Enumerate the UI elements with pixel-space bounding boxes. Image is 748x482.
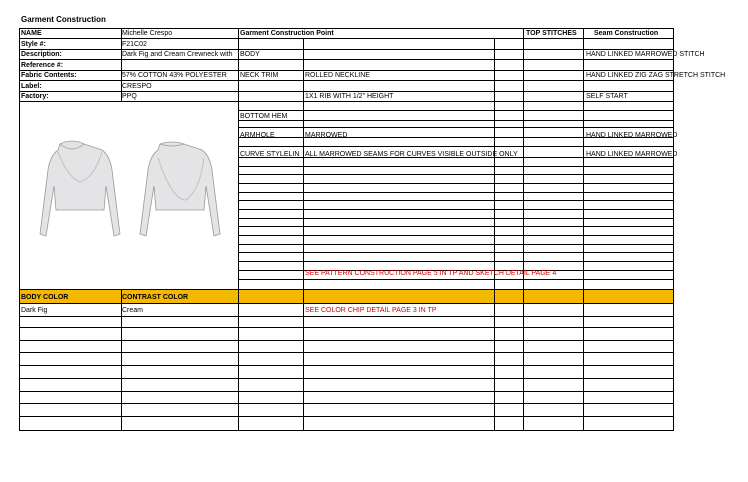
row-line [19,316,673,317]
body-color-label: BODY COLOR [21,294,69,301]
row-line [19,365,673,366]
style-label: Style #: [21,41,46,48]
factory-label: Factory: [21,93,49,100]
detail-curve-styleline: ALL MARROWED SEAMS FOR CURVES VISIBLE OUTSIDE ONLY [305,151,518,158]
description-label: Description: [21,51,62,58]
column-line [583,28,584,430]
contrast-color-label: CONTRAST COLOR [122,294,189,301]
style-value: F21C02 [122,41,147,48]
name-label: NAME [21,30,42,37]
detail-rib: 1X1 RIB WITH 1/2" HEIGHT [305,93,394,100]
row-line [19,289,673,290]
seam-neck-trim: HAND LINKED ZIG ZAG STRETCH STITCH [586,72,726,79]
label-value: CRESPO [122,83,152,90]
construction-point-header: Garment Construction Point [240,30,334,37]
page-title: Garment Construction [21,15,106,24]
point-body: BODY [240,51,260,58]
row-line [19,391,673,392]
row-line [19,38,673,39]
label-label: Label: [21,83,42,90]
row-line [19,403,673,404]
seam-construction-header: Seam Construction [594,30,659,37]
row-line [19,352,673,353]
color-chip-note: SEE COLOR CHIP DETAIL PAGE 3 IN TP [305,307,437,314]
column-line [238,28,239,430]
row-line [19,59,673,60]
seam-armhole: HAND LINKED MARROWED [586,132,678,139]
column-line [523,28,524,430]
row-line [19,49,673,50]
point-neck-trim: NECK TRIM [240,72,279,79]
seam-rib: SELF START [586,93,628,100]
row-line [19,378,673,379]
top-stitches-header: TOP STITCHES [526,30,577,37]
detail-neck-trim: ROLLED NECKLINE [305,72,370,79]
factory-value: PPQ [122,93,137,100]
fabric-value: 57% COTTON 43% POLYESTER [122,72,227,79]
column-line [19,28,20,431]
fabric-label: Fabric Contents: [21,72,77,79]
point-armhole: ARMHOLE [240,132,275,139]
row-line [19,430,673,431]
row-line [19,80,673,81]
point-bottom-hem: BOTTOM HEM [240,113,288,120]
row-line [19,101,673,102]
name-value: Michelle Crespo [122,30,173,37]
point-curve-styleline: CURVE STYLELIN [240,151,300,158]
row-line [19,303,673,304]
column-line [494,38,495,430]
row-line [19,416,673,417]
row-line [19,340,673,341]
body-color-value: Dark Fig [21,307,48,314]
reference-label: Reference #: [21,62,64,69]
column-line [673,28,674,431]
column-line [303,38,304,430]
detail-armhole: MARROWED [305,132,348,139]
contrast-color-value: Cream [122,307,144,314]
seam-body: HAND LINKED MARROWED STITCH [586,51,705,58]
pattern-note: SEE PATTERN CONSTRUCTION PAGE 5 IN TP AND SKETCH DETAIL PAGE 4 [305,270,557,277]
row-line [19,327,673,328]
description-value: Dark Fig and Cream Crewneck with [122,51,233,58]
seam-curve-styleline: HAND LINKED MARROWED [586,151,678,158]
